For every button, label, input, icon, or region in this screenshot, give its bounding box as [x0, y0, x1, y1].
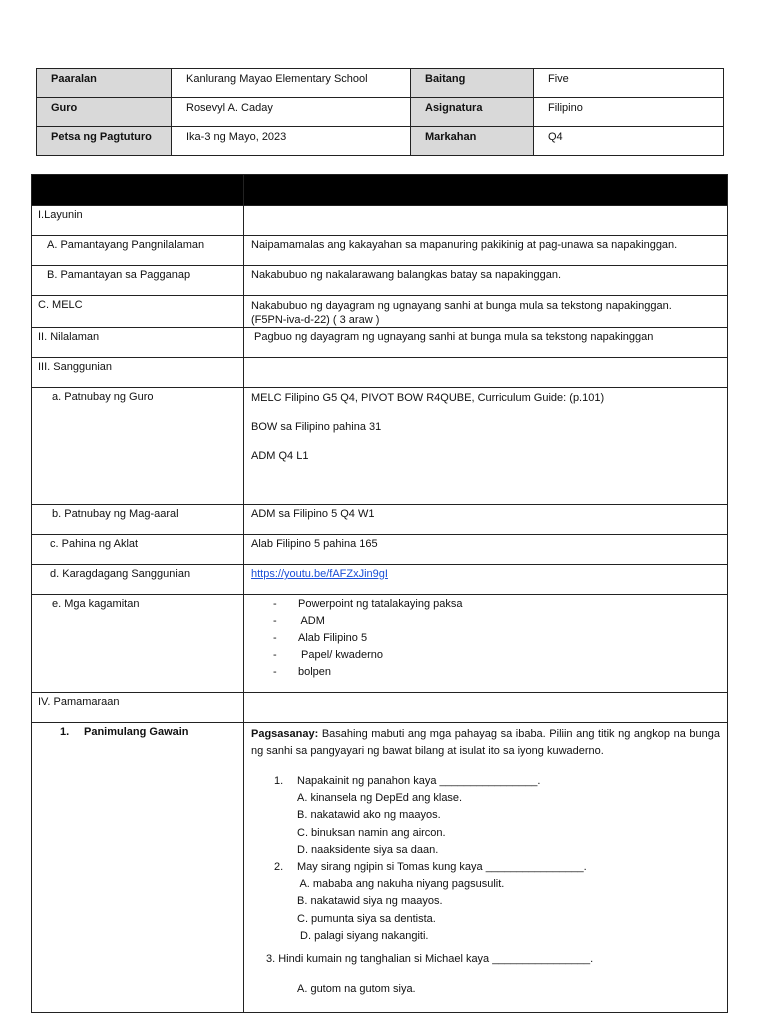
row-melc [32, 296, 728, 328]
row-layunin [32, 206, 728, 236]
row-pamamaraan [32, 693, 728, 723]
guro-label: Guro [37, 98, 172, 127]
markahan-label: Markahan [411, 127, 534, 156]
pamamaraan-label: IV. Pamamaraan [32, 693, 244, 723]
baitang-value: Five [534, 69, 724, 98]
list-item: - bolpen [273, 666, 332, 678]
question-3: 3. Hindi kumain ng tanghalian si Michael kaya ________________. [266, 953, 594, 966]
aklat-label: c. Pahina ng Aklat [32, 535, 244, 565]
markahan-value: Q4 [534, 127, 724, 156]
header-cell-right [244, 175, 728, 206]
paaralan-label: Paaralan [37, 69, 172, 98]
sanggunian-label: III. Sanggunian [32, 358, 244, 388]
pagsasanay-label: Pagsasanay: [251, 728, 319, 740]
question-2: 2. May sirang ngipin si Tomas kung kaya ________________. [274, 861, 587, 874]
pagganap-value: Nakabubuo ng nakalarawang balangkas batay sa napakinggan. [244, 266, 728, 296]
header-row [32, 175, 728, 206]
q2-option: C. pumunta siya sa dentista. [297, 912, 436, 925]
pagsasanay-instructions [251, 726, 720, 760]
gawain-number: 1. [60, 726, 70, 738]
melc-text: Nakabubuo ng dayagram ng ugnayang sanhi at bunga mula sa tekstong napakinggan. [251, 300, 672, 312]
asignatura-value: Filipino [534, 98, 724, 127]
row-kagamitan [32, 595, 728, 693]
melc-label: C. MELC [32, 296, 244, 328]
layunin-label: I.Layunin [32, 206, 244, 236]
pagsasanay-cell [244, 723, 728, 1013]
q2-option: A. mababa ang nakuha niyang pagsusulit. [297, 878, 505, 891]
info-row-petsa [37, 127, 724, 156]
q2-option: D. palagi siyang nakangiti. [297, 929, 429, 942]
baitang-label: Baitang [411, 69, 534, 98]
paaralan-value: Kanlurang Mayao Elementary School [172, 69, 411, 98]
row-sanggunian [32, 358, 728, 388]
pagganap-label: B. Pamantayan sa Pagganap [32, 266, 244, 296]
petsa-label: Petsa ng Pagtuturo [37, 127, 172, 156]
list-item: - Powerpoint ng tatalakaying paksa [273, 598, 463, 610]
petsa-value: Ika-3 ng Mayo, 2023 [172, 127, 411, 156]
guro-ref-3: ADM Q4 L1 [251, 450, 309, 462]
q1-option: D. naaksidente siya sa daan. [297, 843, 439, 856]
magaaral-value: ADM sa Filipino 5 Q4 W1 [244, 505, 728, 535]
gawain-label-cell [32, 723, 244, 1013]
karagdagan-label: d. Karagdagang Sanggunian [32, 565, 244, 595]
magaaral-label: b. Patnubay ng Mag-aaral [32, 505, 244, 535]
guro-ref-2: BOW sa Filipino pahina 31 [251, 421, 382, 433]
list-item: - Alab Filipino 5 [273, 632, 368, 644]
nilalaman-label: II. Nilalaman [32, 328, 244, 358]
guro-ref-1: MELC Filipino G5 Q4, PIVOT BOW R4QUBE, Curriculum Guide: (p.101) [251, 392, 605, 404]
row-pamantayan-pagganap [32, 266, 728, 296]
karagdagan-link[interactable]: https://youtu.be/fAFZxJin9gI [251, 568, 388, 580]
list-item: - ADM [273, 615, 325, 627]
pamantayang-value: Naipamamalas ang kakayahan sa mapanuring pakikinig at pag-unawa sa napakinggan. [244, 236, 728, 266]
row-panimulang-gawain [32, 723, 728, 1013]
q1-option: B. nakatawid ako ng maayos. [297, 809, 441, 822]
header-cell-left [32, 175, 244, 206]
q1-option: A. kinansela ng DepEd ang klase. [297, 792, 463, 805]
row-nilalaman [32, 328, 728, 358]
asignatura-label: Asignatura [411, 98, 534, 127]
kagamitan-label: e. Mga kagamitan [32, 595, 244, 693]
info-row-guro [37, 98, 724, 127]
info-row-paaralan [37, 69, 724, 98]
kagamitan-list [244, 595, 728, 693]
melc-code: (F5PN-iva-d-22) ( 3 araw ) [251, 314, 380, 326]
guro-ref-label: a. Patnubay ng Guro [32, 388, 244, 505]
row-karagdagang-sanggunian [32, 565, 728, 595]
lesson-info-table [36, 68, 724, 156]
lesson-plan-table [31, 174, 728, 1013]
row-patnubay-magaaral [32, 505, 728, 535]
guro-ref-values [244, 388, 728, 505]
guro-value: Rosevyl A. Caday [172, 98, 411, 127]
gawain-label: Panimulang Gawain [84, 726, 189, 738]
melc-value [244, 296, 728, 328]
q2-option: B. nakatawid siya ng maayos. [297, 895, 443, 908]
pagsasanay-text: Basahing mabuti ang mga pahayag sa ibaba. Piliin ang titik ng angkop na bunga ng sanhi sa pangyayari ng bawat bilang at isulat ito sa iyong kuwaderno. [251, 728, 720, 757]
pamantayang-label: A. Pamantayang Pangnilalaman [32, 236, 244, 266]
nilalaman-value: Pagbuo ng dayagram ng ugnayang sanhi at bunga mula sa tekstong napakinggan [244, 328, 728, 358]
aklat-value: Alab Filipino 5 pahina 165 [244, 535, 728, 565]
q3-option: A. gutom na gutom siya. [297, 983, 416, 996]
row-patnubay-guro [32, 388, 728, 505]
question-1: 1. Napakainit ng panahon kaya ________________. [274, 775, 541, 787]
row-pahina-aklat [32, 535, 728, 565]
q1-option: C. binuksan namin ang aircon. [297, 826, 446, 839]
list-item: - Papel/ kwaderno [273, 649, 383, 661]
row-pamantayang-pangnilalaman [32, 236, 728, 266]
